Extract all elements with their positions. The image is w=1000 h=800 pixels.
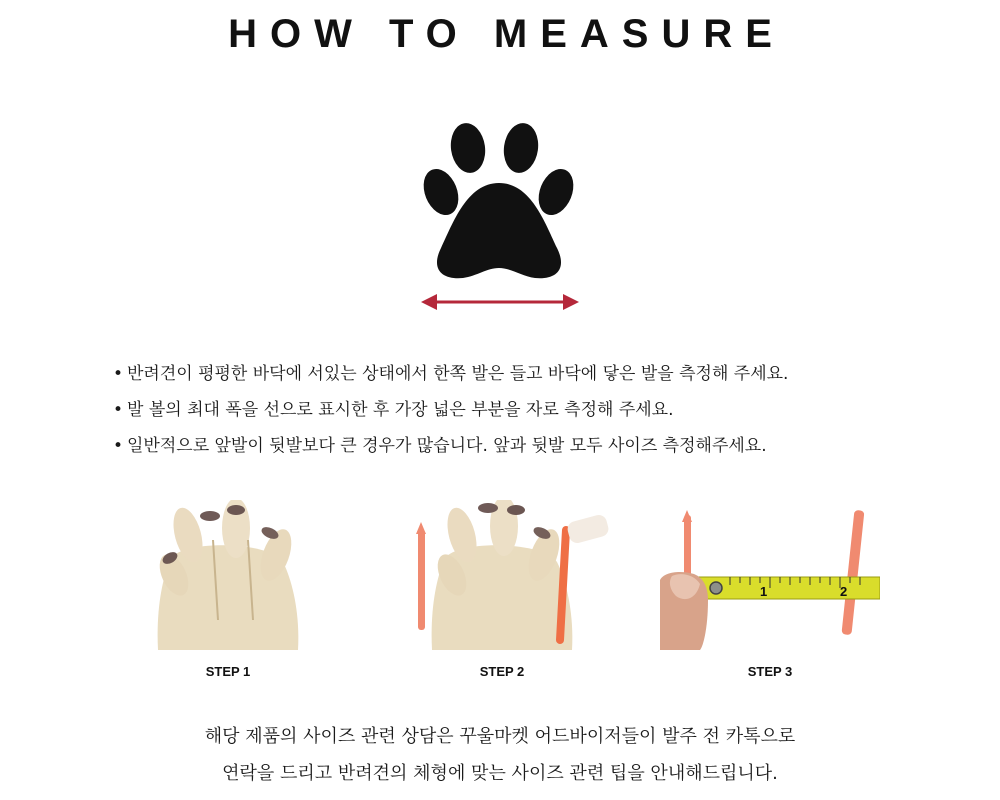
instruction-item xyxy=(113,356,913,392)
bullet: • xyxy=(113,364,124,384)
width-arrow-icon xyxy=(415,288,585,318)
step-2-photo xyxy=(392,500,612,650)
measure-instructions xyxy=(113,356,913,464)
paw-measure-illustration xyxy=(415,118,585,318)
instruction-item xyxy=(113,392,913,428)
step-1-photo xyxy=(118,500,338,650)
instruction-text: 반려견이 평평한 바닥에 서있는 상태에서 한쪽 발은 들고 바닥에 닿은 발을 측정해 주세요. xyxy=(127,364,789,384)
step-3-photo xyxy=(660,500,880,650)
instruction-text: 일반적으로 앞발이 뒷발보다 큰 경우가 많습니다. 앞과 뒷발 모두 사이즈 측정해주세요. xyxy=(127,436,767,456)
step-3-label: STEP 3 xyxy=(747,664,793,679)
instruction-text: 발 볼의 최대 폭을 선으로 표시한 후 가장 넓은 부분을 자로 측정해 주세요. xyxy=(127,400,674,420)
tape-number: 1 xyxy=(760,584,768,599)
consult-note-line-1: 해당 제품의 사이즈 관련 상담은 꾸울마켓 어드바이저들이 발주 전 카톡으로 xyxy=(204,726,796,747)
page-title: HOW TO MEASURE xyxy=(228,12,785,56)
bullet: • xyxy=(113,436,124,456)
step-1-label: STEP 1 xyxy=(205,664,251,679)
instruction-item xyxy=(113,428,913,464)
tape-number: 2 xyxy=(840,584,848,599)
step-2-label: STEP 2 xyxy=(479,664,525,679)
consult-note-line-2: 연락을 드리고 반려견의 체형에 맞는 사이즈 관련 팁을 안내해드립니다. xyxy=(222,763,778,784)
bullet: • xyxy=(113,400,124,420)
